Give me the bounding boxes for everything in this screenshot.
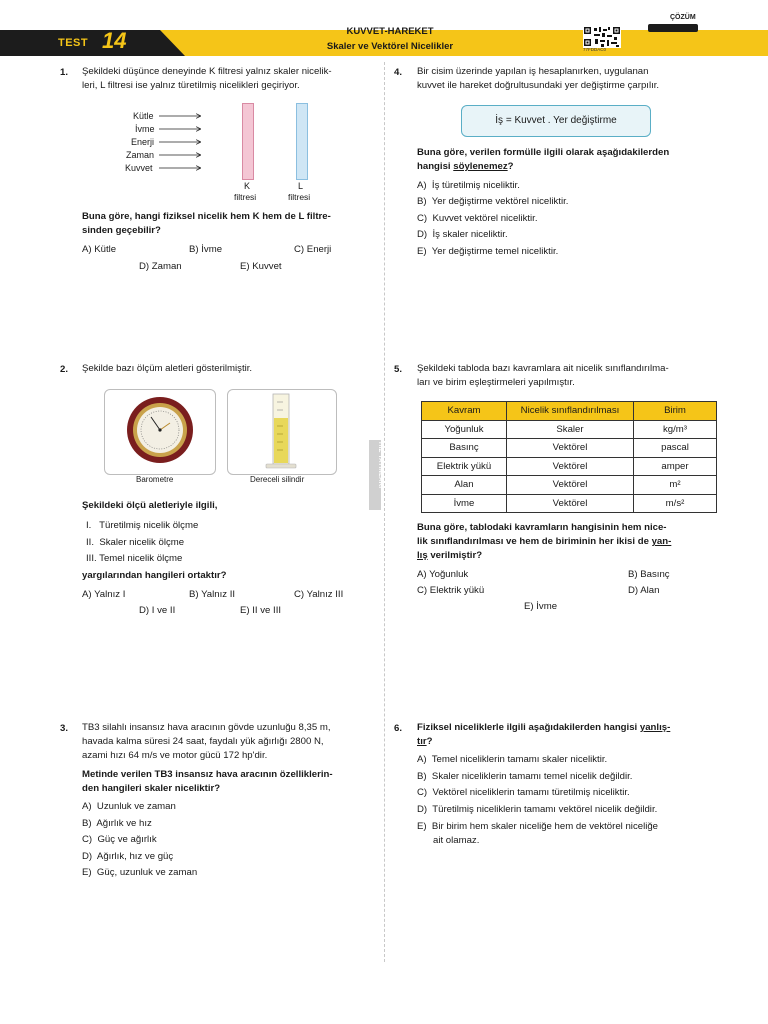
q4-option-d[interactable]: D) İş skaler niceliktir.	[417, 229, 508, 240]
q1-filter-k-letter: K	[244, 181, 251, 191]
q3-option-b[interactable]: B) Ağırlık ve hız	[82, 818, 152, 829]
table-cell: Vektörel	[507, 439, 634, 458]
q4-question-line2: hangisi söylenemez?	[417, 161, 514, 172]
q1-label-kuvvet: Kuvvet	[125, 163, 153, 173]
q1-filter-k-word: filtresi	[234, 192, 257, 202]
q6-number: 6.	[394, 723, 403, 734]
header-test-block	[0, 30, 185, 56]
table-cell: kg/m³	[634, 420, 717, 439]
test-label: TEST	[58, 37, 89, 49]
q1-filter-k	[242, 103, 254, 180]
q4-text-line1: Bir cisim üzerinde yapılan iş hesaplanırken, uygulanan	[417, 66, 649, 77]
table-row	[422, 457, 717, 476]
q2-question-end: yargılarından hangileri ortaktır?	[82, 570, 227, 581]
q3-number: 3.	[60, 723, 69, 734]
table-cell: Yoğunluk	[422, 420, 507, 439]
q3-text-line2: havada kalma süresi 24 saat, faydalı yük ağırlığı 2800 N,	[82, 736, 324, 747]
q6-negative-word-part1: yanlış-	[639, 722, 671, 733]
table-cell: m²	[634, 476, 717, 495]
q5-question-line2: lik sınıflandırılması ve hem de biriminin her ikisi de yan-	[417, 536, 672, 547]
barometer-image	[104, 389, 216, 475]
table-header: Kavram	[422, 402, 507, 421]
q5-option-c[interactable]: C) Elektrik yükü	[417, 585, 485, 596]
q6-option-d[interactable]: D) Türetilmiş niceliklerin tamamı vektörel nicelik değildir.	[417, 804, 658, 815]
q6-negative-word-part2: tır	[417, 736, 427, 747]
table-header-row	[422, 402, 717, 421]
q2-item-1: I. Türetilmiş nicelik ölçme	[86, 520, 199, 531]
q1-question-line1: Buna göre, hangi fiziksel nicelik hem K hem de L filtre-	[82, 211, 331, 222]
q5-option-e[interactable]: E) İvme	[524, 601, 558, 612]
q1-option-d[interactable]: D) Zaman	[139, 261, 182, 272]
table-cell: Alan	[422, 476, 507, 495]
q4-negative-word: söylenemez	[453, 161, 508, 172]
table-cell: Skaler	[507, 420, 634, 439]
q2-number: 2.	[60, 364, 69, 375]
q2-option-b[interactable]: B) Yalnız II	[189, 589, 236, 600]
q1-filter-l-word: filtresi	[288, 192, 311, 202]
table-cell: Vektörel	[507, 494, 634, 513]
q2-option-d[interactable]: D) I ve II	[139, 605, 176, 616]
q5-option-d[interactable]: D) Alan	[628, 585, 660, 596]
q5-text-line2: ları ve birim eşleştirmeleri yapılmıştır.	[417, 377, 575, 388]
q1-option-b[interactable]: B) İvme	[189, 244, 223, 255]
table-row	[422, 420, 717, 439]
q4-text-line2: kuvvet ile hareket doğrultusundaki yer değiştirme çarpılır.	[417, 80, 660, 91]
q2-option-e[interactable]: E) II ve III	[240, 605, 282, 616]
q5-option-a[interactable]: A) Yoğunluk	[417, 569, 469, 580]
q1-number: 1.	[60, 67, 69, 78]
q6-question-line1: Fiziksel niceliklerle ilgili aşağıdakilerden hangisi yanlış-	[417, 722, 671, 733]
q4-option-b[interactable]: B) Yer değiştirme vektörel niceliktir.	[417, 196, 569, 207]
table-row	[422, 476, 717, 495]
q2-item-3: III. Temel nicelik ölçme	[86, 553, 183, 564]
q3-option-c[interactable]: C) Güç ve ağırlık	[82, 834, 157, 845]
q1-text-line2: leri, L filtresi ise yalnız türetilmiş nicelikleri geçiriyor.	[82, 80, 300, 91]
table-cell: İvme	[422, 494, 507, 513]
q4-option-a[interactable]: A) İş türetilmiş niceliktir.	[417, 180, 520, 191]
q5-text-line1: Şekildeki tabloda bazı kavramlara ait nicelik sınıflandırılma-	[417, 363, 669, 374]
table-cell: Basınç	[422, 439, 507, 458]
q1-filter-l	[296, 103, 308, 180]
q3-option-d[interactable]: D) Ağırlık, hız ve güç	[82, 851, 174, 862]
q6-option-c[interactable]: C) Vektörel niceliklerin tamamı türetilmiş niceliktir.	[417, 787, 630, 798]
table-cell: Elektrik yükü	[422, 457, 507, 476]
qr-caption: 77FDDAC0	[583, 47, 607, 52]
q1-label-enerji: Enerji	[131, 137, 155, 147]
table-cell: m/s²	[634, 494, 717, 513]
q3-option-a[interactable]: A) Uzunluk ve zaman	[82, 801, 176, 812]
q1-label-zaman: Zaman	[126, 150, 155, 160]
solution-tab[interactable]	[648, 24, 698, 32]
q4-question-line1: Buna göre, verilen formülle ilgili olarak aşağıdakilerden	[417, 147, 670, 158]
q3-question-line1: Metinde verilen TB3 insansız hava aracının özelliklerin-	[82, 769, 333, 780]
q5-question-line3: lış verilmiştir?	[417, 550, 483, 561]
test-number: 14	[102, 28, 127, 53]
q4-option-c[interactable]: C) Kuvvet vektörel niceliktir.	[417, 213, 538, 224]
table-cell: Vektörel	[507, 476, 634, 495]
table-cell: Vektörel	[507, 457, 634, 476]
q6-option-e[interactable]: E) Bir birim hem skaler niceliğe hem de vektörel niceliğe	[417, 821, 659, 832]
side-brand-text: HIZ YAYINLARI	[377, 442, 383, 489]
q5-number: 5.	[394, 364, 403, 375]
q1-label-ivme: İvme	[135, 124, 155, 134]
barometer-caption: Barometre	[136, 475, 174, 484]
qr-code-icon[interactable]	[583, 26, 621, 48]
q2-option-c[interactable]: C) Yalnız III	[294, 589, 344, 600]
work-formula-box: İş = Kuvvet . Yer değiştirme	[461, 105, 651, 137]
q5-option-b[interactable]: B) Basınç	[628, 569, 670, 580]
table-row	[422, 439, 717, 458]
q6-option-b[interactable]: B) Skaler niceliklerin tamamı temel nicelik değildir.	[417, 771, 633, 782]
q1-option-a[interactable]: A) Kütle	[82, 244, 117, 255]
q1-label-kutle: Kütle	[133, 111, 154, 121]
unit-title: KUVVET-HAREKET	[346, 26, 434, 37]
q6-option-a[interactable]: A) Temel niceliklerin tamamı skaler niceliktir.	[417, 754, 608, 765]
q5-table	[421, 401, 717, 513]
q6-question-line2: tır?	[417, 736, 433, 747]
q5-negative-word-part2: lış	[417, 550, 428, 561]
q1-filter-l-letter: L	[298, 181, 304, 191]
q1-option-e[interactable]: E) Kuvvet	[240, 261, 282, 272]
q1-question-line2: sinden geçebilir?	[82, 225, 161, 236]
q3-text-line1: TB3 silahlı insansız hava aracının gövde uzunluğu 8,35 m,	[82, 722, 331, 733]
q2-question: Şekildeki ölçü aletleriyle ilgili,	[82, 500, 218, 511]
table-header: Nicelik sınıflandırılması	[507, 402, 634, 421]
q5-negative-word-part1: yan-	[651, 536, 672, 547]
q2-text: Şekilde bazı ölçüm aletleri gösterilmiştir.	[82, 363, 253, 374]
q6-option-e-continued: ait olamaz.	[433, 835, 480, 846]
table-header: Birim	[634, 402, 717, 421]
q2-option-a[interactable]: A) Yalnız I	[82, 589, 126, 600]
q3-question-line2: den hangileri skaler niceliktir?	[82, 783, 221, 794]
q3-text-line3: azami hızı 64 m/s ve motor gücü 172 hp'dir.	[82, 750, 268, 761]
q2-item-2: II. Skaler nicelik ölçme	[86, 537, 185, 548]
table-row	[422, 494, 717, 513]
table-cell: pascal	[634, 439, 717, 458]
cylinder-caption: Dereceli silindir	[250, 475, 305, 484]
graduated-cylinder-image	[227, 389, 337, 475]
q4-number: 4.	[394, 67, 403, 78]
column-divider	[384, 62, 385, 962]
q1-option-c[interactable]: C) Enerji	[294, 244, 332, 255]
q4-option-e[interactable]: E) Yer değiştirme temel niceliktir.	[417, 246, 559, 257]
topic-subtitle: Skaler ve Vektörel Nicelikler	[326, 41, 454, 52]
q1-text-line1: Şekildeki düşünce deneyinde K filtresi yalnız skaler nicelik-	[82, 66, 332, 77]
q5-question-line1: Buna göre, tablodaki kavramların hangisinin hem nice-	[417, 522, 667, 533]
q1-arrows	[156, 110, 206, 174]
q3-option-e[interactable]: E) Güç, uzunluk ve zaman	[82, 867, 198, 878]
table-cell: amper	[634, 457, 717, 476]
solution-label: ÇÖZÜM	[670, 14, 696, 21]
